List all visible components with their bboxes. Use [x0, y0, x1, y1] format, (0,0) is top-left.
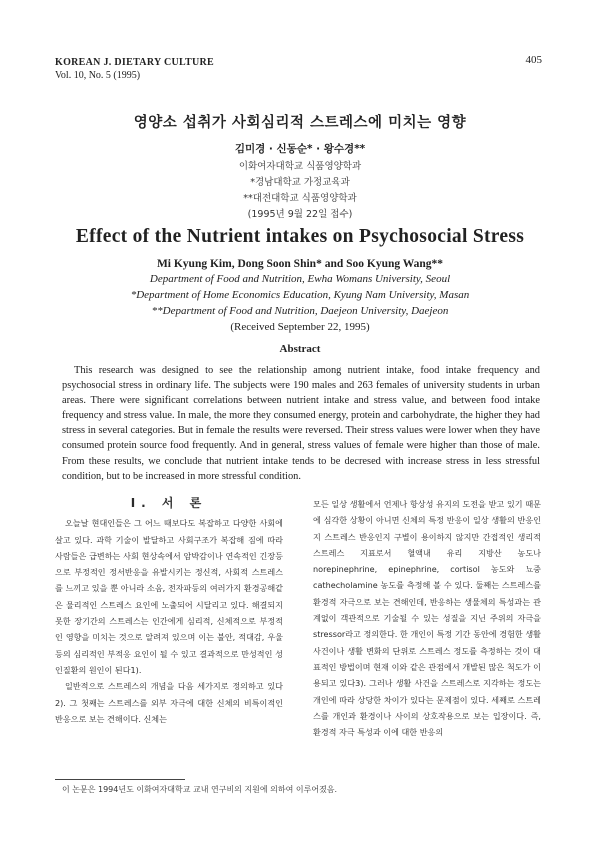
english-authors: Mi Kyung Kim, Dong Soon Shin* and Soo Kyung Wang**	[156, 258, 444, 270]
english-affiliation-2: *Department of Home Economics Education, Kyung Nam University, Masan	[130, 289, 470, 301]
page-number: 405	[525, 54, 542, 66]
intro-paragraph-2: 일반적으로 스트레스의 개념을 다음 세가지로 정의하고 있다2). 그 첫째는 스트레스를 외부 자극에 대한 신체의 비특이적인 반응으로 보는 견해이다. 신체는	[55, 681, 283, 724]
korean-affiliation-2: *경남대학교 가정교육과	[250, 177, 350, 188]
english-affiliation-3: **Department of Food and Nutrition, Daejeon University, Daejeon	[151, 305, 449, 317]
english-affiliation-1: Department of Food and Nutrition, Ewha Womans University, Seoul	[149, 273, 451, 285]
section-heading-introduction: I. 서 론	[130, 496, 208, 510]
intro-paragraph-continued: 모든 일상 생활에서 언제나 항상성 유지의 도전을 받고 있기 때문에 심각한 상황이 아니면 신체의 특정 반응이 일상 생활의 반응인지 스트레스 반응인지 구별이 용이하지 않지만 간접적인 생리적 스트레스 지표로서 혈액내 유리 지방산 농도나 norepinephrine, epinephrine, cortisol 농도와 뇨중 cathecholamine 농도를 측정해 볼 수 있다. 둘째는 스트레스를 환경적 자극으로 보는 견해인데, 반응하는 생물체의 특성과는 관계없이 객관적으로 기술될 수 있는 성질을 지닌 주위의 자극을 stressor라고 정의한다. 한 개인이 특정 기간 동안에 경험한 생활 사건이나 생활 변화의 단위로 스트레스 정도를 측정하는 것이 대표적인 방법이며 현재 이와 같은 관점에서 개발된 많은 척도가 이용되고 있다3). 그러나 생활 사건을 스트레스로 지각하는 정도는 개인에 따라 상당한 차이가 있다는 문제점이 있다. 세째로 스트레스를 개인과 환경이나 사이의 상호작용으로 보는 입장이다. 즉, 환경적 자극 특성과 이에 대한 반응의	[313, 499, 541, 738]
body-column-right	[313, 496, 541, 740]
abstract-heading: Abstract	[279, 343, 321, 355]
footnote: 이 논문은 1994년도 이화여자대학교 교내 연구비의 지원에 의하여 이루어졌음.	[62, 785, 338, 794]
body-column-left	[55, 495, 283, 727]
abstract-text: This research was designed to see the relationship among nutrient intake, food intake frequency and psychosocial stress in ordinary life. The subjects were 190 males and 263 females of university students in urban areas. There were significant correlations between nutrient intake and stress value, and between food intake frequency and stress value. In male, the more they consumed energy, protein and carbohydrate, the higher they had stress in several categories. But in female the results were reversed. Their stress values were lower when they have consumed protein source food frequently. And in general, stress values of female were higher than those of male. From these results, we conclude that nutrient intake tends to be decresed with increase stress in less stressful condition, but to be increased in more stressful condition.	[62, 365, 540, 482]
korean-received-date: (1995년 9월 22일 접수)	[247, 209, 353, 220]
english-received-date: (Received September 22, 1995)	[230, 321, 370, 333]
journal-name: KOREAN J. DIETARY CULTURE	[55, 57, 215, 68]
journal-volume: Vol. 10, No. 5 (1995)	[55, 70, 141, 81]
footnote-divider	[55, 779, 185, 780]
english-title: Effect of the Nutrient intakes on Psychosocial Stress	[75, 226, 525, 247]
journal-header	[55, 56, 214, 82]
korean-authors: 김미경 · 신동순* · 왕수경**	[234, 143, 366, 155]
korean-affiliation-1: 이화여자대학교 식품영양학과	[238, 161, 362, 172]
korean-title: 영양소 섭취가 사회심리적 스트레스에 미치는 영향	[133, 115, 467, 131]
korean-affiliation-3: **대전대학교 식품영양학과	[243, 193, 357, 204]
intro-paragraph-1: 오늘날 현대인들은 그 어느 때보다도 복잡하고 다양한 사회에 살고 있다. 과학 기술이 발달하고 사회구조가 복잡해 짐에 따라 사람들은 급변하는 사회 현상속에서 암박감이나 연속적인 긴장등으로 부정적인 정서반응을 유발시키는 정신적, 사회적 스트레스를 느끼고 있을 뿐 아니라 소음, 전자파등의 여러가지 환경공해같은 물리적인 스트레스 요인에 노출되어 시달리고 있다. 해결되지 못한 장기간의 스트레스는 인간에게 심리적, 신체적으로 부정적인 영향을 미치는 것으로 알려져 있으며 이는 불안, 적대감, 우울등의 심리적인 부적응 요인이 될 수 있고 결과적으로 만성적인 성인질환의 원인이 된다1).	[55, 518, 283, 675]
